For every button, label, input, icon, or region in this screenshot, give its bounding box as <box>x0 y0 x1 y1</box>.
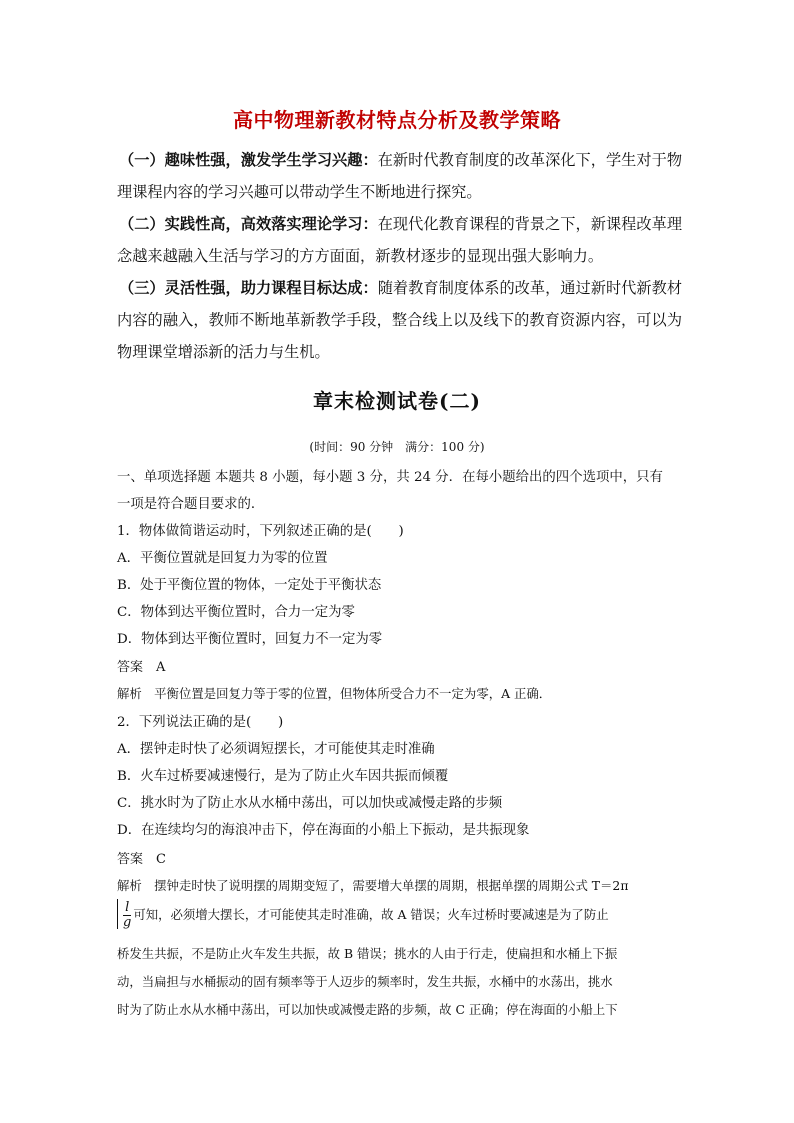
question-1-option-d: D．物体到达平衡位置时，回复力不一定为零 <box>117 632 383 647</box>
intro-heading-3: （三）灵活性强，助力课程目标达成： <box>119 279 378 297</box>
section-heading-line-1: 一、单项选择题 本题共 8 小题，每小题 3 分，共 24 分．在每小题给出的四个选项中，只有 <box>117 470 663 485</box>
question-2-stem: 2．下列说法正确的是( ) <box>117 715 284 730</box>
page-title: 高中物理新教材特点分析及教学策略 <box>233 108 561 132</box>
question-2-analysis-line-5: 时为了防止水从水桶中荡出，可以加快或减慢走路的步频，故 C 正确；停在海面的小船上下 <box>117 1002 618 1017</box>
question-2-option-a: A．摆钟走时快了必须调短摆长，才可能使其走时准确 <box>117 742 435 757</box>
question-2-answer: 答案 C <box>117 852 166 867</box>
question-2-analysis-line-3: 桥发生共振，不是防止火车发生共振，故 B 错误；挑水的人由于行走，使扁担和水桶上下振 <box>117 946 618 961</box>
intro-paragraph-1 <box>117 144 682 208</box>
question-2-option-d: D．在连续均匀的海浪冲击下，停在海面的小船上下振动，是共振现象 <box>117 823 530 838</box>
intro-heading-2: （二）实践性高，高效落实理论学习： <box>119 215 378 233</box>
question-2-analysis-line-2 <box>117 901 609 930</box>
question-2-option-c: C．挑水时为了防止水从水桶中荡出，可以加快或减慢走路的步频 <box>117 796 503 811</box>
formula-numerator: l <box>123 901 131 916</box>
question-2-option-b: B．火车过桥要减速慢行，是为了防止火车因共振而倾覆 <box>117 769 449 784</box>
question-1-stem: 1．物体做简谐运动时，下列叙述正确的是( ) <box>117 524 404 539</box>
question-2-analysis-line-4: 动，当扁担与水桶振动的固有频率等于人迈步的频率时，发生共振，水桶中的水荡出，挑水 <box>117 974 613 989</box>
question-1-option-a: A．平衡位置就是回复力为零的位置 <box>117 551 328 566</box>
intro-paragraph-3 <box>117 272 682 368</box>
intro-text-2: 在现代化教育课程的背景之下，新课程改革理念越来越融入生活与学习的方方面面，新教材逐步的显现出强大影响力。 <box>117 215 683 265</box>
question-1-option-c: C．物体到达平衡位置时，合力一定为零 <box>117 605 355 620</box>
intro-text-3: 随着教育制度体系的改革，通过新时代新教材内容的融入，教师不断地革新教学手段，整合线上以及线下的教育资源内容，可以为物理课堂增添新的活力与生机。 <box>117 279 683 361</box>
section-heading-line-2: 一项是符合题目要求的． <box>117 497 265 512</box>
question-1-option-b: B．处于平衡位置的物体，一定处于平衡状态 <box>117 578 382 593</box>
question-1-answer: 答案 A <box>117 660 166 675</box>
intro-paragraph-2 <box>117 208 682 272</box>
question-2-analysis-line-1: 解析 摆钟走时快了说明摆的周期变短了，需要增大单摆的周期，根据单摆的周期公式 T＝2π <box>117 878 629 893</box>
exam-meta: (时间：90 分钟 满分：100 分) <box>309 440 485 454</box>
intro-heading-1: （一）趣味性强，激发学生学习兴趣： <box>119 151 378 169</box>
sqrt-formula <box>117 901 131 930</box>
question-1-analysis: 解析 平衡位置是回复力等于零的位置，但物体所受合力不一定为零，A 正确． <box>117 686 552 701</box>
exam-title: 章末检测试卷(二) <box>313 389 481 413</box>
formula-denominator: g <box>123 915 132 930</box>
analysis-line-2-text: 可知，必须增大摆长，才可能使其走时准确，故 A 错误；火车过桥时要减速是为了防止 <box>133 907 609 922</box>
intro-text-1: 在新时代教育制度的改革深化下，学生对于物理课程内容的学习兴趣可以带动学生不断地进行探究。 <box>117 151 683 201</box>
